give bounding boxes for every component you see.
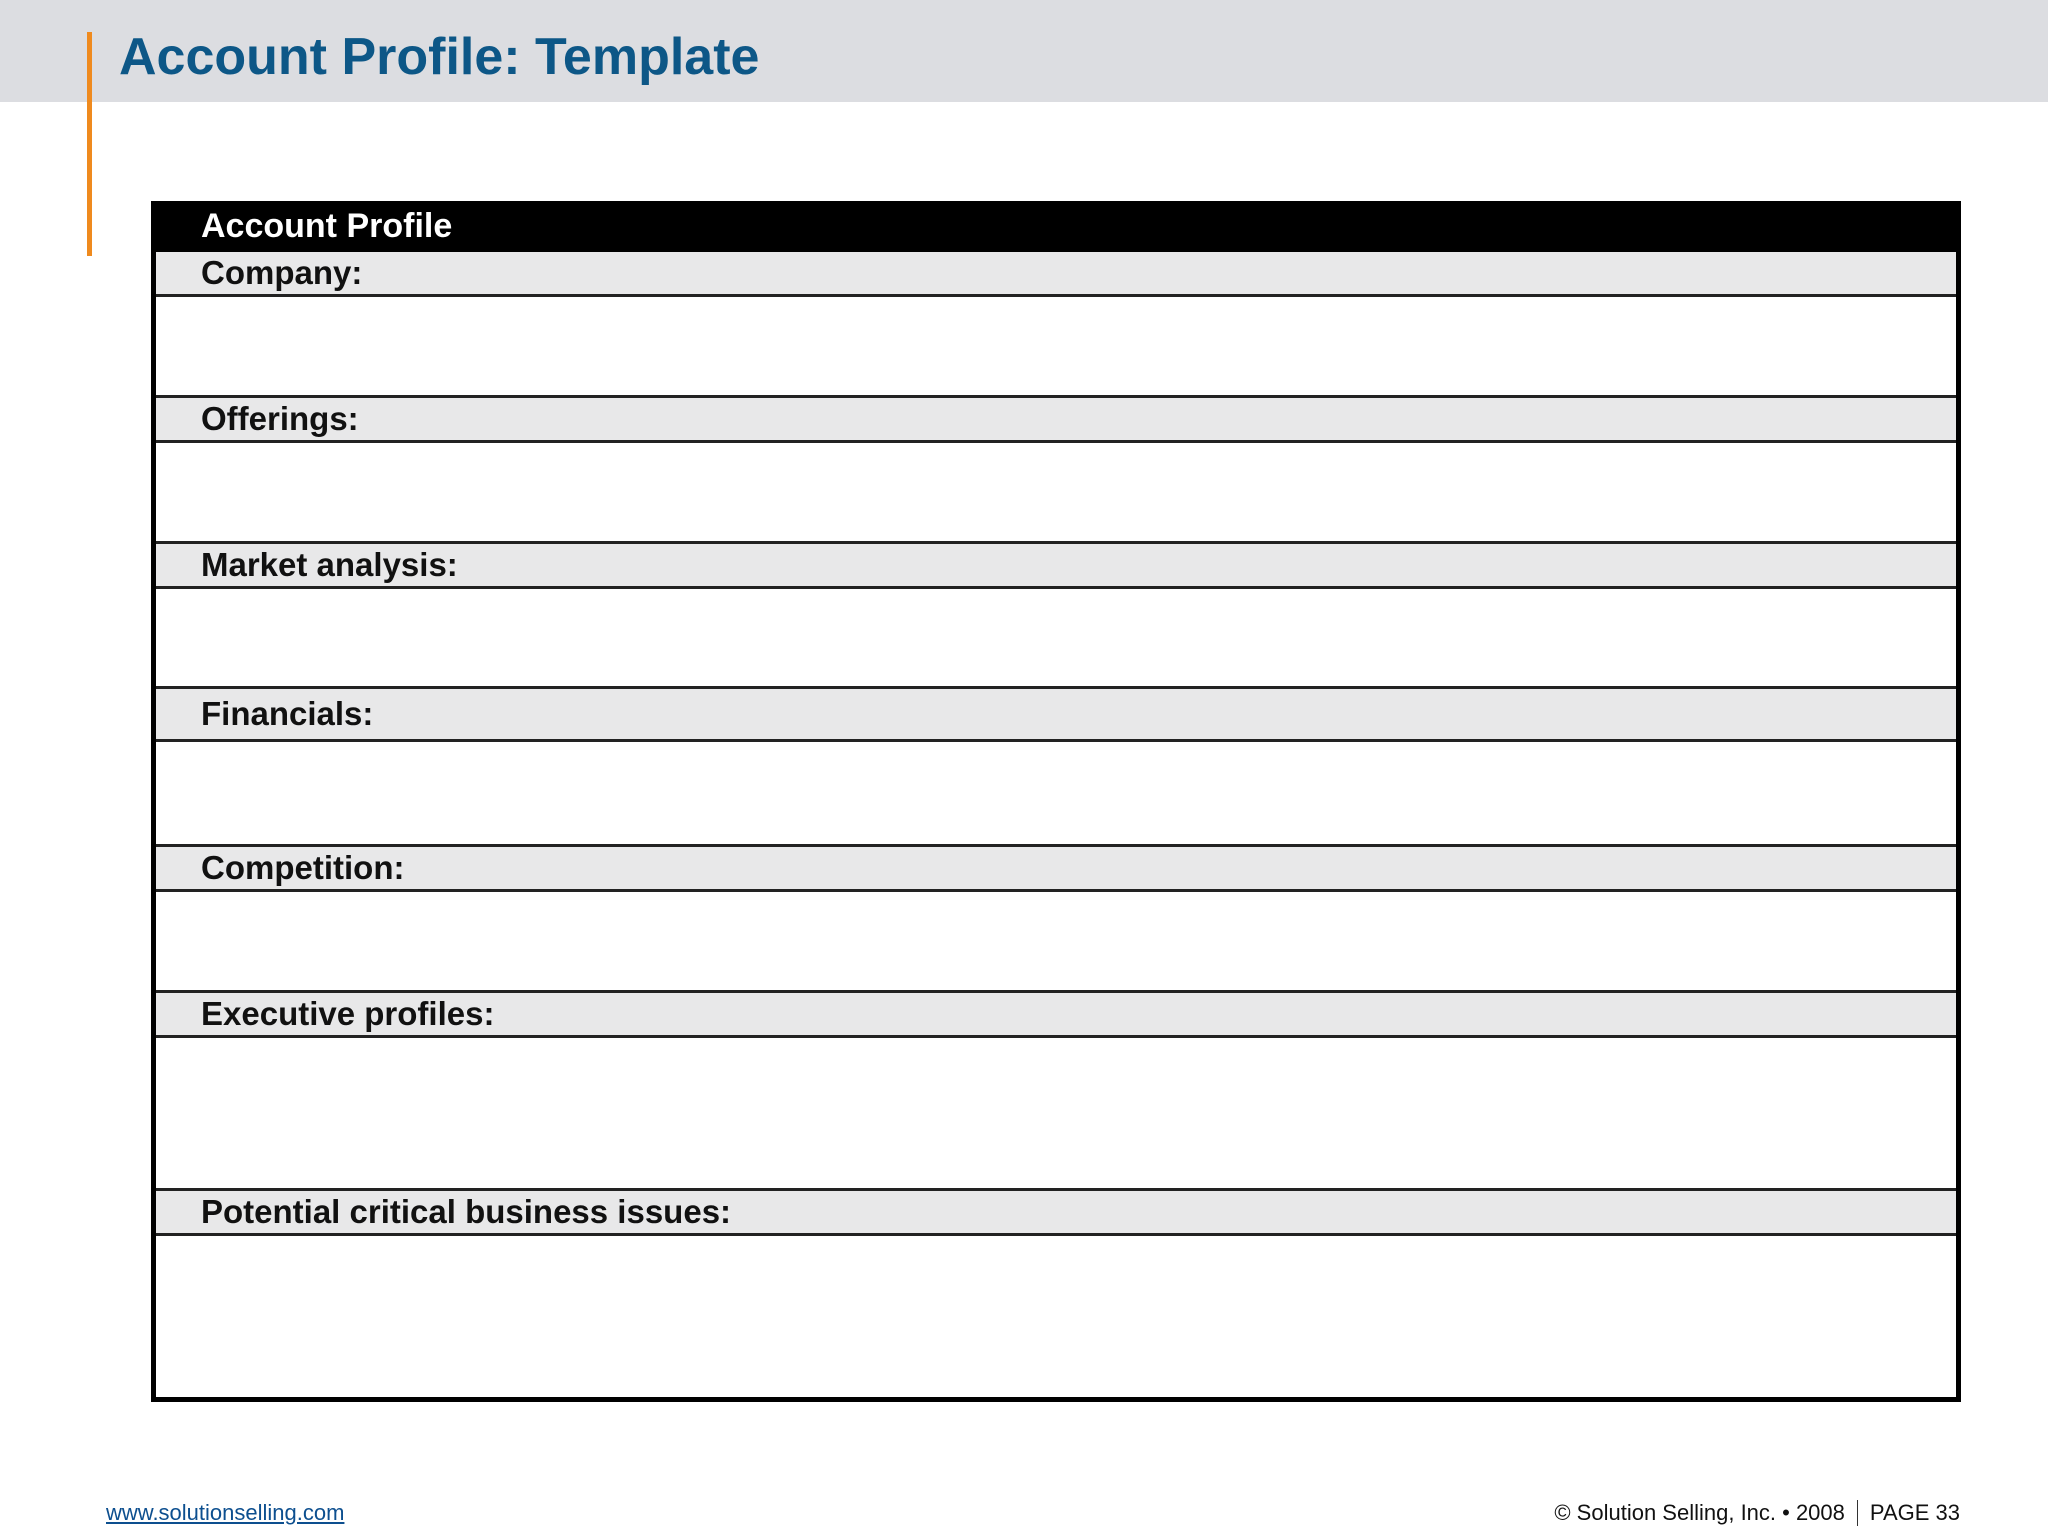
website-link[interactable]: www.solutionselling.com bbox=[106, 1500, 345, 1525]
financials-field[interactable] bbox=[156, 742, 1956, 847]
executive-profiles-label: Executive profiles: bbox=[156, 993, 1956, 1038]
footer-copyright-page bbox=[1554, 1500, 1960, 1526]
page-number: PAGE 33 bbox=[1869, 1500, 1960, 1525]
executive-profiles-field[interactable] bbox=[156, 1038, 1956, 1191]
account-profile-header: Account Profile bbox=[156, 201, 1956, 252]
critical-business-issues-label: Potential critical business issues: bbox=[156, 1191, 1956, 1236]
critical-business-issues-field[interactable] bbox=[156, 1236, 1956, 1397]
footer-divider bbox=[1857, 1500, 1858, 1526]
offerings-field[interactable] bbox=[156, 443, 1956, 544]
account-profile-table bbox=[151, 201, 1961, 1402]
financials-label: Financials: bbox=[156, 689, 1956, 742]
offerings-label: Offerings: bbox=[156, 398, 1956, 443]
copyright-text: © Solution Selling, Inc. • 2008 bbox=[1554, 1500, 1845, 1525]
market-analysis-label: Market analysis: bbox=[156, 544, 1956, 589]
competition-field[interactable] bbox=[156, 892, 1956, 993]
page-title: Account Profile: Template bbox=[119, 28, 760, 86]
company-field[interactable] bbox=[156, 297, 1956, 398]
market-analysis-field[interactable] bbox=[156, 589, 1956, 689]
competition-label: Competition: bbox=[156, 847, 1956, 892]
accent-bar bbox=[87, 32, 92, 256]
company-label: Company: bbox=[156, 252, 1956, 297]
